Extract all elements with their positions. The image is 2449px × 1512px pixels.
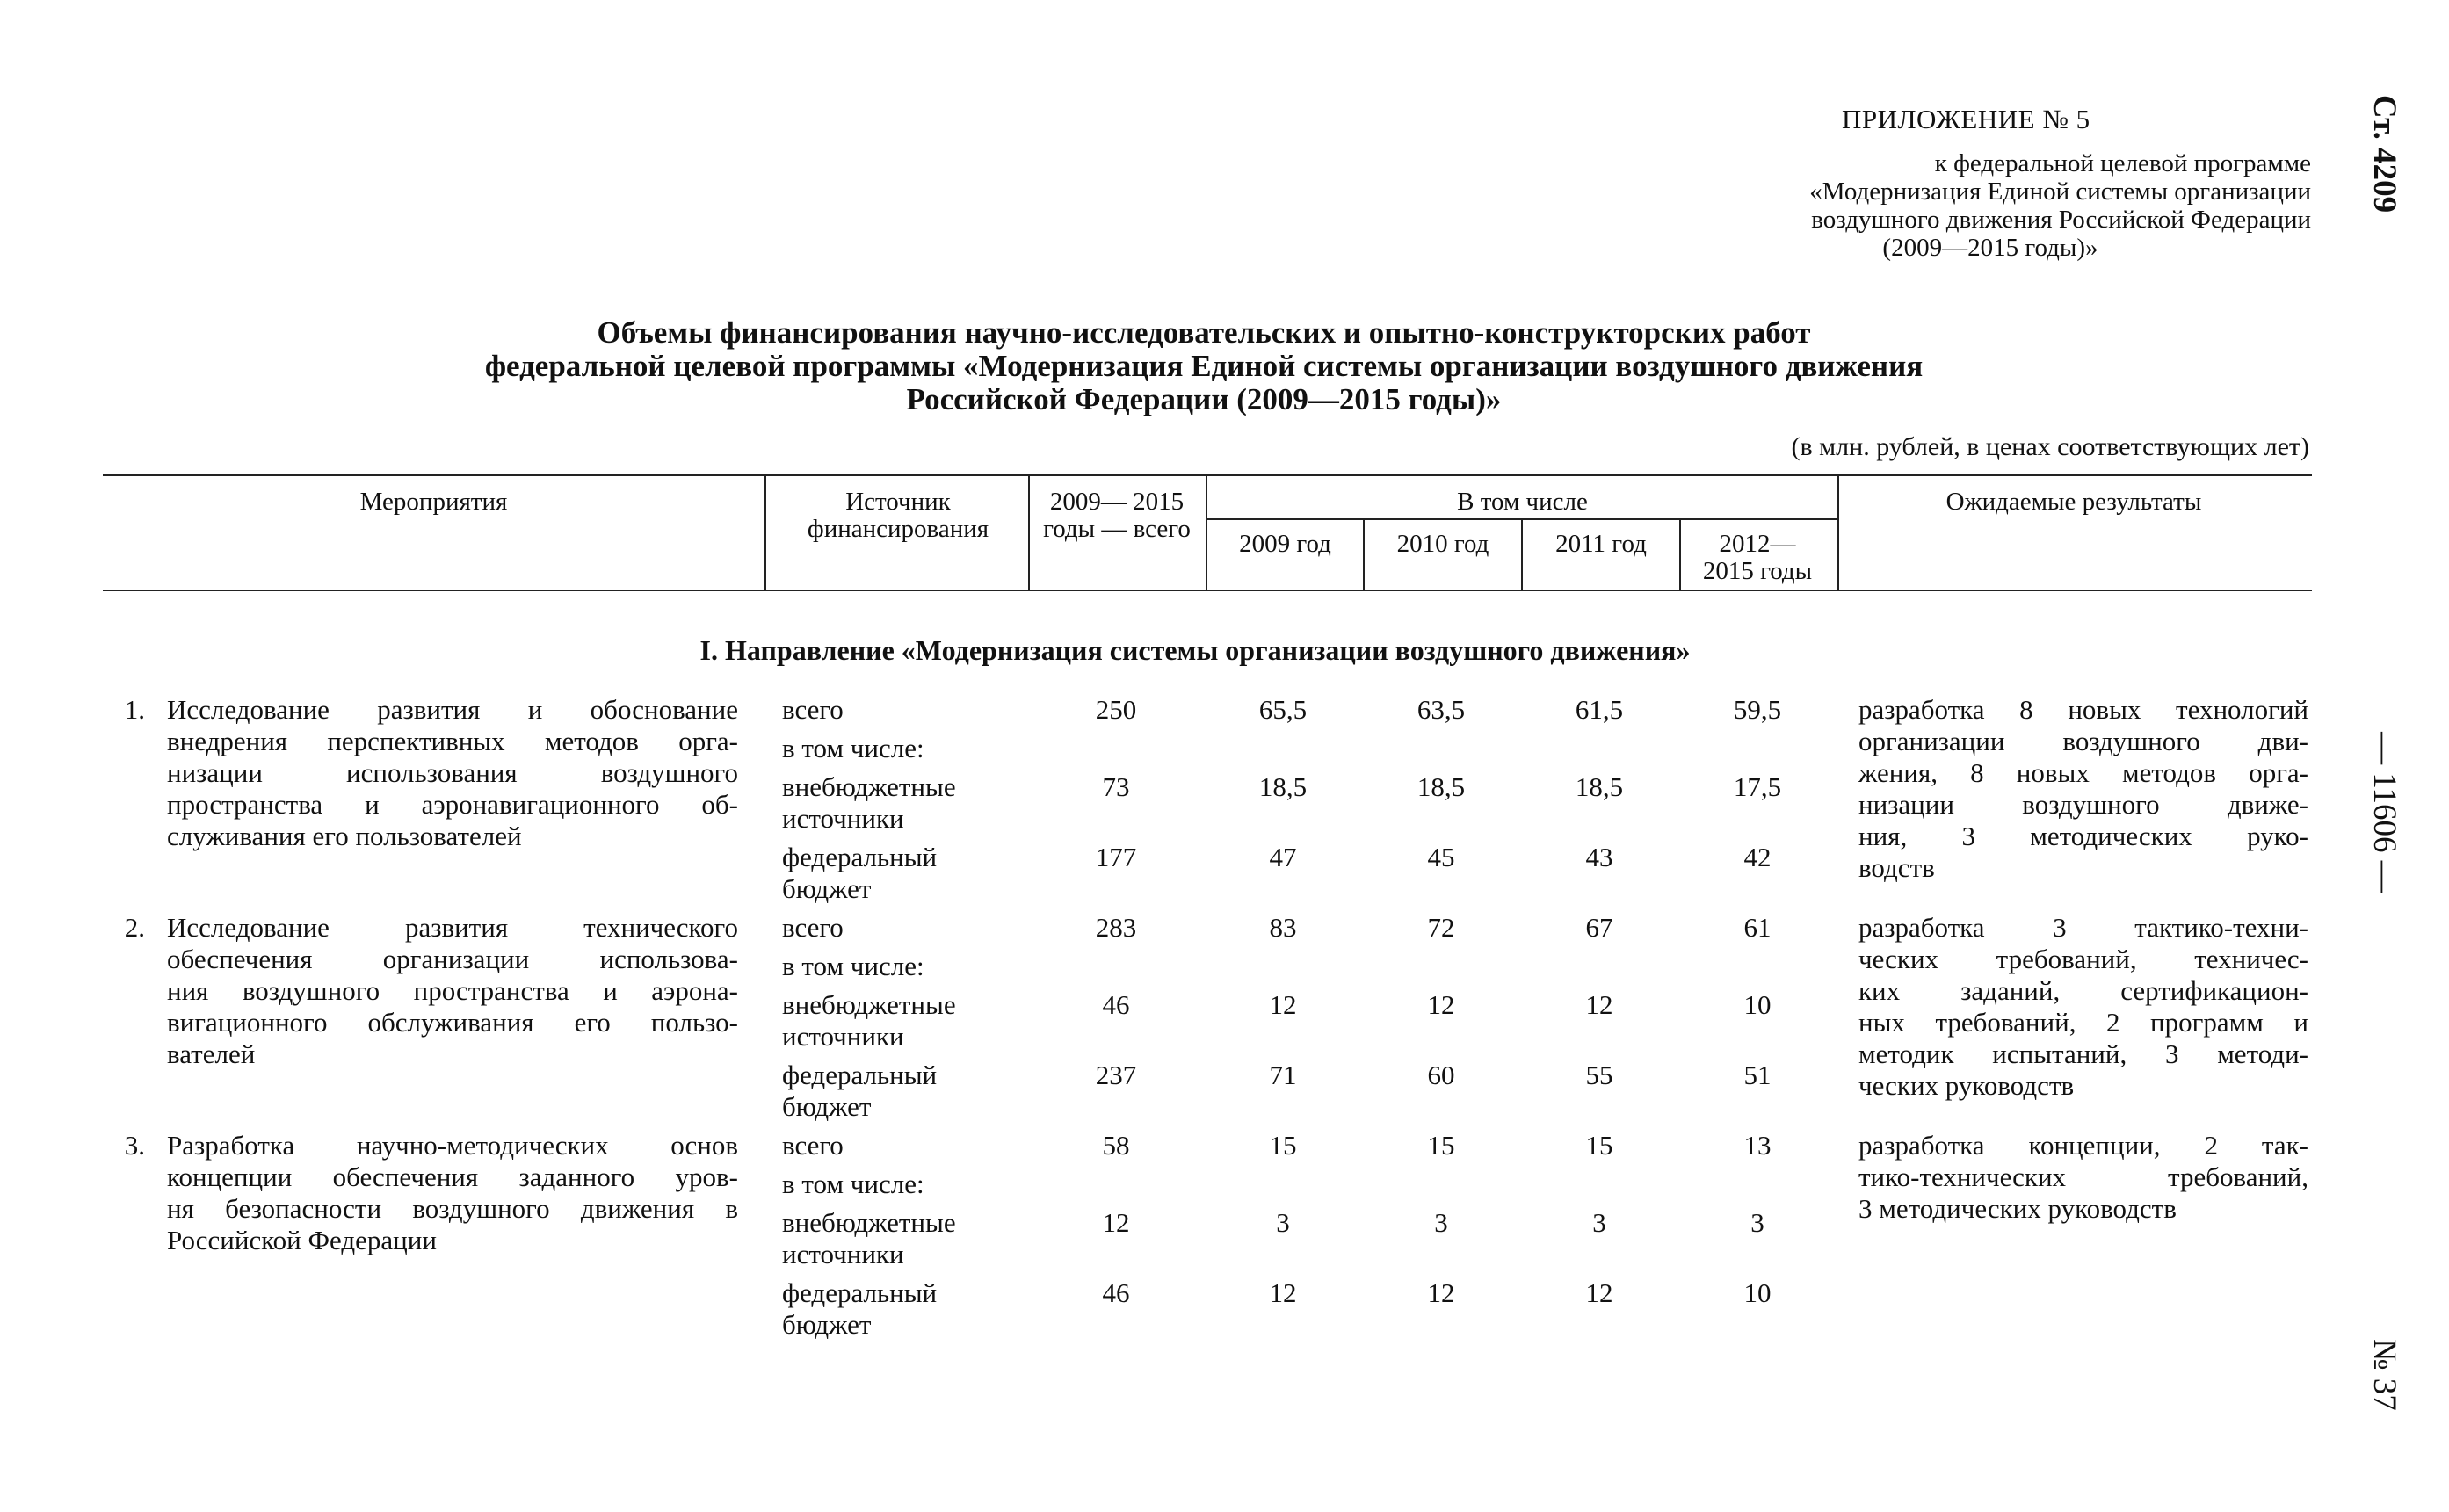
cell-value: 59,5	[1733, 694, 1782, 725]
row-description-line: служивания его пользователей	[167, 821, 522, 851]
expected-result-line: ния, 3 методических руко-	[1858, 821, 2308, 851]
row-description-line: Исследование развития технического	[167, 912, 738, 943]
expected-result	[1858, 912, 2308, 1102]
row-number: 1.	[124, 694, 145, 725]
cell-value: 72	[1427, 912, 1455, 943]
cell-value: 42	[1743, 842, 1772, 872]
cell-value: 17,5	[1733, 771, 1782, 802]
cell-value: 10	[1743, 989, 1772, 1020]
cell-value: 12	[1269, 1277, 1297, 1308]
expected-result-line: разработка 8 новых технологий	[1858, 694, 2308, 725]
cell-value: 61	[1743, 912, 1772, 943]
source-label: всего	[782, 694, 844, 725]
document-title-line: Объемы финансирования научно-исследовательских и опытно-конструкторских работ	[597, 315, 1811, 350]
cell-value: 12	[1427, 1277, 1455, 1308]
header-source: Источник финансирования	[807, 488, 989, 543]
issue-number: № 37	[2366, 1339, 2402, 1411]
cell-value: 3	[1276, 1207, 1290, 1238]
cell-value: 18,5	[1575, 771, 1624, 802]
row-description-line: вателей	[167, 1038, 256, 1069]
header-activities: Мероприятия	[359, 488, 508, 516]
header-results: Ожидаемые результаты	[1945, 488, 2202, 516]
cell-value: 71	[1269, 1060, 1297, 1090]
col-divider	[1837, 474, 1839, 591]
cell-value: 18,5	[1417, 771, 1466, 802]
expected-result-line: жения, 8 новых методов орга-	[1858, 757, 2308, 788]
source-label: федеральный бюджет	[782, 1060, 938, 1122]
expected-result-line: методик испытаний, 3 методи-	[1858, 1038, 2308, 1069]
source-label: внебюджетные источники	[782, 771, 956, 834]
row-number: 2.	[124, 912, 145, 943]
row-description	[167, 912, 738, 1070]
appendix-title: ПРИЛОЖЕНИЕ № 5	[1842, 104, 2090, 134]
cell-value: 12	[1269, 989, 1297, 1020]
cell-value: 61,5	[1575, 694, 1624, 725]
cell-value: 67	[1585, 912, 1613, 943]
cell-value: 12	[1585, 1277, 1613, 1308]
row-description-line: Российской Федерации	[167, 1225, 437, 1255]
expected-result-line: разработка концепции, 2 так-	[1858, 1130, 2308, 1161]
article-number: Ст. 4209	[2366, 94, 2402, 213]
cell-value: 73	[1102, 771, 1130, 802]
row-description-line: Исследование развития и обоснование	[167, 694, 738, 725]
cell-value: 65,5	[1258, 694, 1308, 725]
expected-result-line: ческих руководств	[1858, 1070, 2075, 1101]
cell-value: 83	[1269, 912, 1297, 943]
source-label: в том числе:	[782, 951, 924, 981]
row-description-line: обеспечения организации использова-	[167, 944, 738, 974]
cell-value: 15	[1269, 1130, 1297, 1161]
source-label: всего	[782, 1130, 844, 1161]
expected-result-line: низации воздушного движе-	[1858, 789, 2308, 820]
appendix-subtitle	[1670, 149, 2311, 262]
expected-result-line: ческих требований, техничес-	[1858, 944, 2308, 974]
cell-value: 283	[1095, 912, 1137, 943]
row-description-line: ния воздушного пространства и аэрона-	[167, 975, 738, 1006]
cell-value: 58	[1102, 1130, 1130, 1161]
cell-value: 3	[1592, 1207, 1606, 1238]
expected-result	[1858, 694, 2308, 884]
cell-value: 51	[1743, 1060, 1772, 1090]
source-label: федеральный бюджет	[782, 1277, 938, 1340]
expected-result-line: ных требований, 2 программ и	[1858, 1007, 2308, 1038]
row-description-line: пространства и аэронавигационного об-	[167, 789, 738, 820]
header-2012-2015: 2012— 2015 годы	[1702, 530, 1813, 585]
row-description	[167, 1130, 738, 1256]
expected-result-line: ких заданий, сертификацион-	[1858, 975, 2308, 1006]
appendix-subtitle-line: к федеральной целевой программе	[1934, 149, 2311, 177]
units-note: (в млн. рублей, в ценах соответствующих лет)	[1791, 432, 2309, 461]
row-description-line: внедрения перспективных методов орга-	[167, 726, 738, 756]
cell-value: 15	[1585, 1130, 1613, 1161]
cell-value: 12	[1427, 989, 1455, 1020]
document-title-line: Российской Федерации (2009—2015 годы)»	[906, 382, 1502, 416]
cell-value: 12	[1102, 1207, 1130, 1238]
header-2011: 2011 год	[1555, 530, 1647, 558]
section-title: I. Направление «Модернизация системы организации воздушного движения»	[699, 634, 1691, 666]
cell-value: 18,5	[1258, 771, 1308, 802]
source-label: в том числе:	[782, 1168, 924, 1199]
page-number: — 11606 —	[2366, 732, 2402, 893]
row-description-line: вигационного обслуживания его пользо-	[167, 1007, 738, 1038]
expected-result-line: тико-технических требований,	[1858, 1161, 2308, 1192]
cell-value: 3	[1750, 1207, 1764, 1238]
header-total: 2009— 2015 годы — всего	[1043, 488, 1191, 543]
row-description-line: концепции обеспечения заданного уров-	[167, 1161, 738, 1192]
cell-value: 46	[1102, 989, 1130, 1020]
row-description-line: низации использования воздушного	[167, 757, 738, 788]
header-2010: 2010 год	[1396, 530, 1489, 558]
cell-value: 250	[1095, 694, 1137, 725]
row-description-line: ня безопасности воздушного движения в	[167, 1193, 738, 1224]
cell-value: 13	[1743, 1130, 1772, 1161]
cell-value: 46	[1102, 1277, 1130, 1308]
source-label: федеральный бюджет	[782, 842, 938, 904]
source-label: внебюджетные источники	[782, 1207, 956, 1270]
source-label: всего	[782, 912, 844, 943]
document-title-line: федеральной целевой программы «Модернизация Единой системы организации воздушного движения	[484, 349, 1924, 383]
cell-value: 43	[1585, 842, 1613, 872]
row-number: 3.	[124, 1130, 145, 1161]
appendix-subtitle-line: «Модернизация Единой системы организации	[1809, 177, 2311, 206]
cell-value: 63,5	[1417, 694, 1466, 725]
cell-value: 10	[1743, 1277, 1772, 1308]
expected-result-line: разработка 3 тактико-техни-	[1858, 912, 2308, 943]
table-top-rule	[103, 474, 2312, 476]
cell-value: 45	[1427, 842, 1455, 872]
cell-value: 60	[1427, 1060, 1455, 1090]
expected-result	[1858, 1130, 2308, 1225]
cell-value: 47	[1269, 842, 1297, 872]
header-including: В том числе	[1457, 488, 1588, 516]
expected-result-line: организации воздушного дви-	[1858, 726, 2308, 756]
col-divider	[1679, 520, 1681, 591]
source-label: в том числе:	[782, 733, 924, 763]
cell-value: 237	[1095, 1060, 1137, 1090]
row-description-line: Разработка научно-методических основ	[167, 1130, 738, 1161]
col-divider	[1028, 474, 1030, 591]
document-title	[334, 316, 2074, 416]
header-2009: 2009 год	[1239, 530, 1331, 558]
cell-value: 3	[1434, 1207, 1448, 1238]
row-description	[167, 694, 738, 852]
appendix-subtitle-line: воздушного движения Российской Федерации	[1811, 206, 2311, 234]
cell-value: 15	[1427, 1130, 1455, 1161]
cell-value: 12	[1585, 989, 1613, 1020]
col-divider	[764, 474, 766, 591]
cell-value: 177	[1095, 842, 1137, 872]
expected-result-line: водств	[1858, 852, 1935, 883]
table-header-bottom-rule	[103, 590, 2312, 591]
expected-result-line: 3 методических руководств	[1858, 1193, 2177, 1224]
appendix-subtitle-line: (2009—2015 годы)»	[1882, 234, 2098, 262]
source-label: внебюджетные источники	[782, 989, 956, 1052]
cell-value: 55	[1585, 1060, 1613, 1090]
